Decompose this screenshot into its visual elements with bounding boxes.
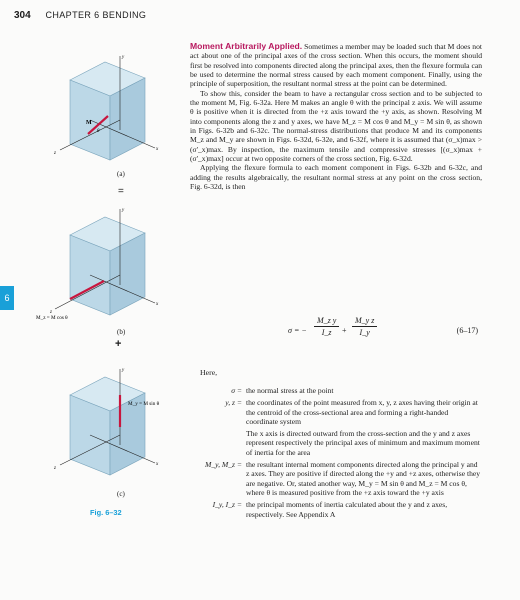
running-header: [14, 10, 146, 21]
body-text: [190, 42, 482, 192]
label-M: M: [86, 120, 92, 126]
caption-c: (c): [117, 490, 125, 498]
definition-item: [190, 398, 482, 426]
definitions-list: [190, 386, 482, 522]
page-number: 304: [14, 10, 31, 21]
axis-z-b: z: [50, 310, 52, 315]
equation-number: (6–17): [456, 326, 478, 335]
definition-symbol: y, z =: [225, 398, 242, 408]
definition-item: [190, 460, 482, 497]
label-My: M_y = M sin θ: [128, 401, 160, 407]
definition-symbol: I_y, I_z =: [212, 500, 242, 510]
definition-item: [190, 500, 482, 519]
fraction-2-numerator: M_y z: [352, 316, 377, 327]
axis-y-b: y: [122, 208, 125, 213]
fraction-2-denominator: I_y: [359, 328, 370, 337]
figure-c-diagram: [30, 365, 170, 485]
figure-a-diagram: [30, 50, 170, 165]
axis-y-a: y: [122, 55, 125, 60]
equation-6-17: [190, 314, 482, 350]
fraction-2: [352, 316, 377, 337]
here-label: Here,: [200, 368, 218, 377]
paragraph-1: Sometimes a member may be loaded such that M does not act about one of the principal axes of the cross section. When this occurs, the moment should first be resolved into components directed along the principal axes, then the flexure formula can be used to determine the normal stress caused by each moment component. Finally, using the principle of superposition, the resultant normal stress at the point can be determined.: [190, 42, 482, 89]
plus-sign: +: [115, 338, 122, 350]
caption-b: (b): [117, 328, 126, 336]
definition-text: the coordinates of the point measured from x, y, z axes having their origin at the centroid of the cross-sectional area and forming a right-handed coordinate system: [246, 398, 478, 426]
definition-symbol: σ =: [231, 386, 242, 395]
figure-b-diagram: [30, 205, 170, 330]
definition-text: the normal stress at the point: [246, 386, 334, 395]
axis-x-b: x: [156, 302, 159, 307]
caption-a: (a): [117, 170, 125, 178]
axis-z-c: z: [54, 466, 56, 471]
label-theta: θ: [97, 129, 100, 134]
definition-text: The x axis is directed outward from the cross-section and the y and z axes represent respectively the principal axes of minimum and maximum moment of inertia for the area: [246, 429, 480, 457]
definition-item: [190, 386, 482, 395]
definition-item: [190, 429, 482, 457]
label-Mz: M_z = M cos θ: [36, 315, 68, 321]
equation-lhs: σ = −: [288, 326, 307, 335]
equals-sign: =: [118, 186, 124, 197]
definition-text: the resultant internal moment components directed along the principal y and z axes. They are positive if directed along the +y and +z axes, otherwise they are negative. Or, stated another way, M_y = M sin θ and M_z = M cos θ, where θ is measured positive from the +z axis toward the +y axis: [246, 460, 481, 497]
definition-symbol: M_y, M_z =: [205, 460, 242, 470]
axis-x-c: x: [156, 462, 159, 467]
fraction-1: [314, 316, 339, 337]
equation-plus: +: [342, 326, 347, 335]
chapter-title: CHAPTER 6 BENDING: [45, 10, 147, 20]
axis-y-c: y: [122, 368, 125, 373]
section-heading: Moment Arbitrarily Applied.: [190, 41, 303, 51]
figure-number: Fig. 6–32: [90, 508, 122, 517]
fraction-1-denominator: I_z: [321, 328, 332, 337]
chapter-tab: 6: [0, 286, 14, 310]
axis-x-a: x: [156, 147, 159, 152]
fraction-1-numerator: M_z y: [314, 316, 339, 327]
axis-z-a: z: [54, 151, 56, 156]
definition-text: the principal moments of inertia calculated about the y and z axes, respectively. See Appendix A: [246, 500, 448, 519]
paragraph-2: To show this, consider the beam to have a rectangular cross section and to be subjected to the moment M, Fig. 6-32a. Here M makes an angle θ with the principal z axis. We will assume θ is positive when it is directed from the +z axis toward the +y axis, as shown. Resolving M into components along the z and y axes, we have M_z = M cos θ and M_y = M sin θ, as shown in Figs. 6-32b and 6-32c. The normal-stress distributions that produce M and its components M_z and M_y are shown in Figs. 6-32d, 6-32e, and 6-32f, where it is assumed that (σ_x)max > (σ'_x)max. By inspection, the maximum tensile and compressive stresses [(σ_x)max + (σ'_x)max] occur at two opposite corners of the cross section, Fig. 6-32d.: [190, 88, 482, 164]
paragraph-3: Applying the flexure formula to each moment component in Figs. 6-32b and 6-32c, and adding the results algebraically, the resultant normal stress at any point on the cross section, Fig. 6-32d, is then: [190, 163, 482, 192]
